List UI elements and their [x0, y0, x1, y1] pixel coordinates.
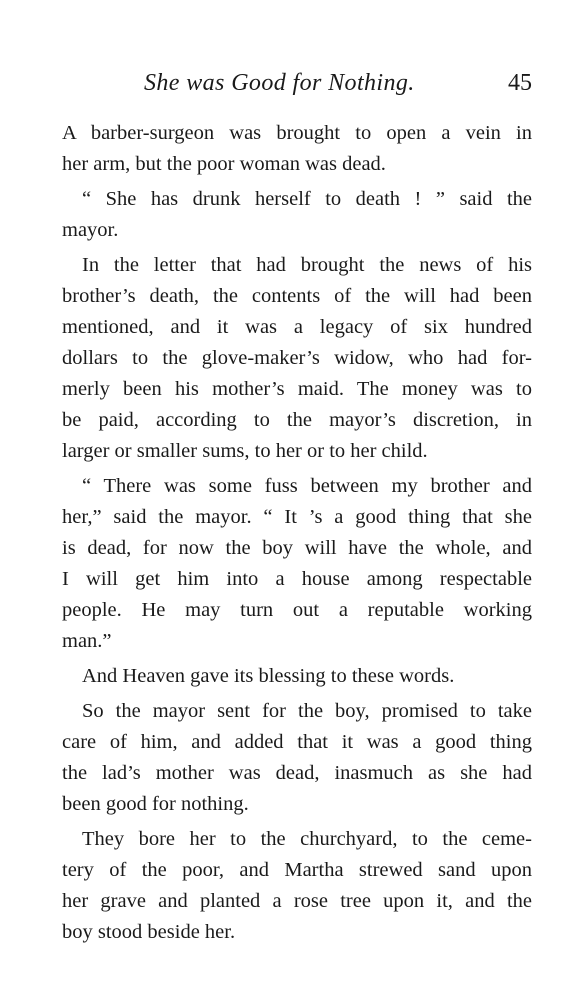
page-number: 45: [508, 70, 532, 96]
paragraph: [62, 471, 532, 657]
text-line: A barber-surgeon was brought to open a vein in: [62, 122, 532, 144]
text-line: In the letter that had brought the news of his: [82, 254, 532, 276]
body-text: [62, 118, 532, 952]
text-line: “ There was some fuss between my brother and: [82, 475, 532, 497]
text-line: They bore her to the churchyard, to the ceme-: [82, 828, 532, 850]
paragraph: [62, 118, 532, 180]
paragraph: [62, 824, 532, 948]
text-line: brother’s death, the contents of the will had been: [62, 285, 532, 307]
text-line: the lad’s mother was dead, inasmuch as she had: [62, 762, 532, 784]
text-line: “ She has drunk herself to death ! ” said the: [82, 188, 532, 210]
text-line: care of him, and added that it was a good thing: [62, 731, 532, 753]
paragraph: [62, 250, 532, 467]
text-line: her,” said the mayor. “ It ’s a good thing that she: [62, 506, 532, 528]
text-line: man.”: [62, 630, 112, 652]
paragraph: [62, 696, 532, 820]
text-line: boy stood beside her.: [62, 921, 236, 943]
text-line: So the mayor sent for the boy, promised to take: [82, 700, 532, 722]
running-title: She was Good for Nothing.: [144, 70, 415, 96]
text-line: And Heaven gave its blessing to these words.: [82, 665, 455, 687]
text-line: her arm, but the poor woman was dead.: [62, 153, 386, 175]
paragraph: [62, 184, 532, 246]
text-line: I will get him into a house among respectable: [62, 568, 532, 590]
text-line: people. He may turn out a reputable working: [62, 599, 532, 621]
text-line: been good for nothing.: [62, 793, 249, 815]
running-head: [62, 70, 532, 104]
paragraph: [62, 661, 532, 692]
text-line: is dead, for now the boy will have the whole, and: [62, 537, 532, 559]
text-line: mayor.: [62, 219, 119, 241]
text-line: tery of the poor, and Martha strewed sand upon: [62, 859, 532, 881]
text-line: mentioned, and it was a legacy of six hundred: [62, 316, 532, 338]
text-line: merly been his mother’s maid. The money was to: [62, 378, 532, 400]
text-line: be paid, according to the mayor’s discretion, in: [62, 409, 532, 431]
text-line: her grave and planted a rose tree upon it, and the: [62, 890, 532, 912]
text-line: larger or smaller sums, to her or to her child.: [62, 440, 428, 462]
text-line: dollars to the glove-maker’s widow, who had for-: [62, 347, 532, 369]
